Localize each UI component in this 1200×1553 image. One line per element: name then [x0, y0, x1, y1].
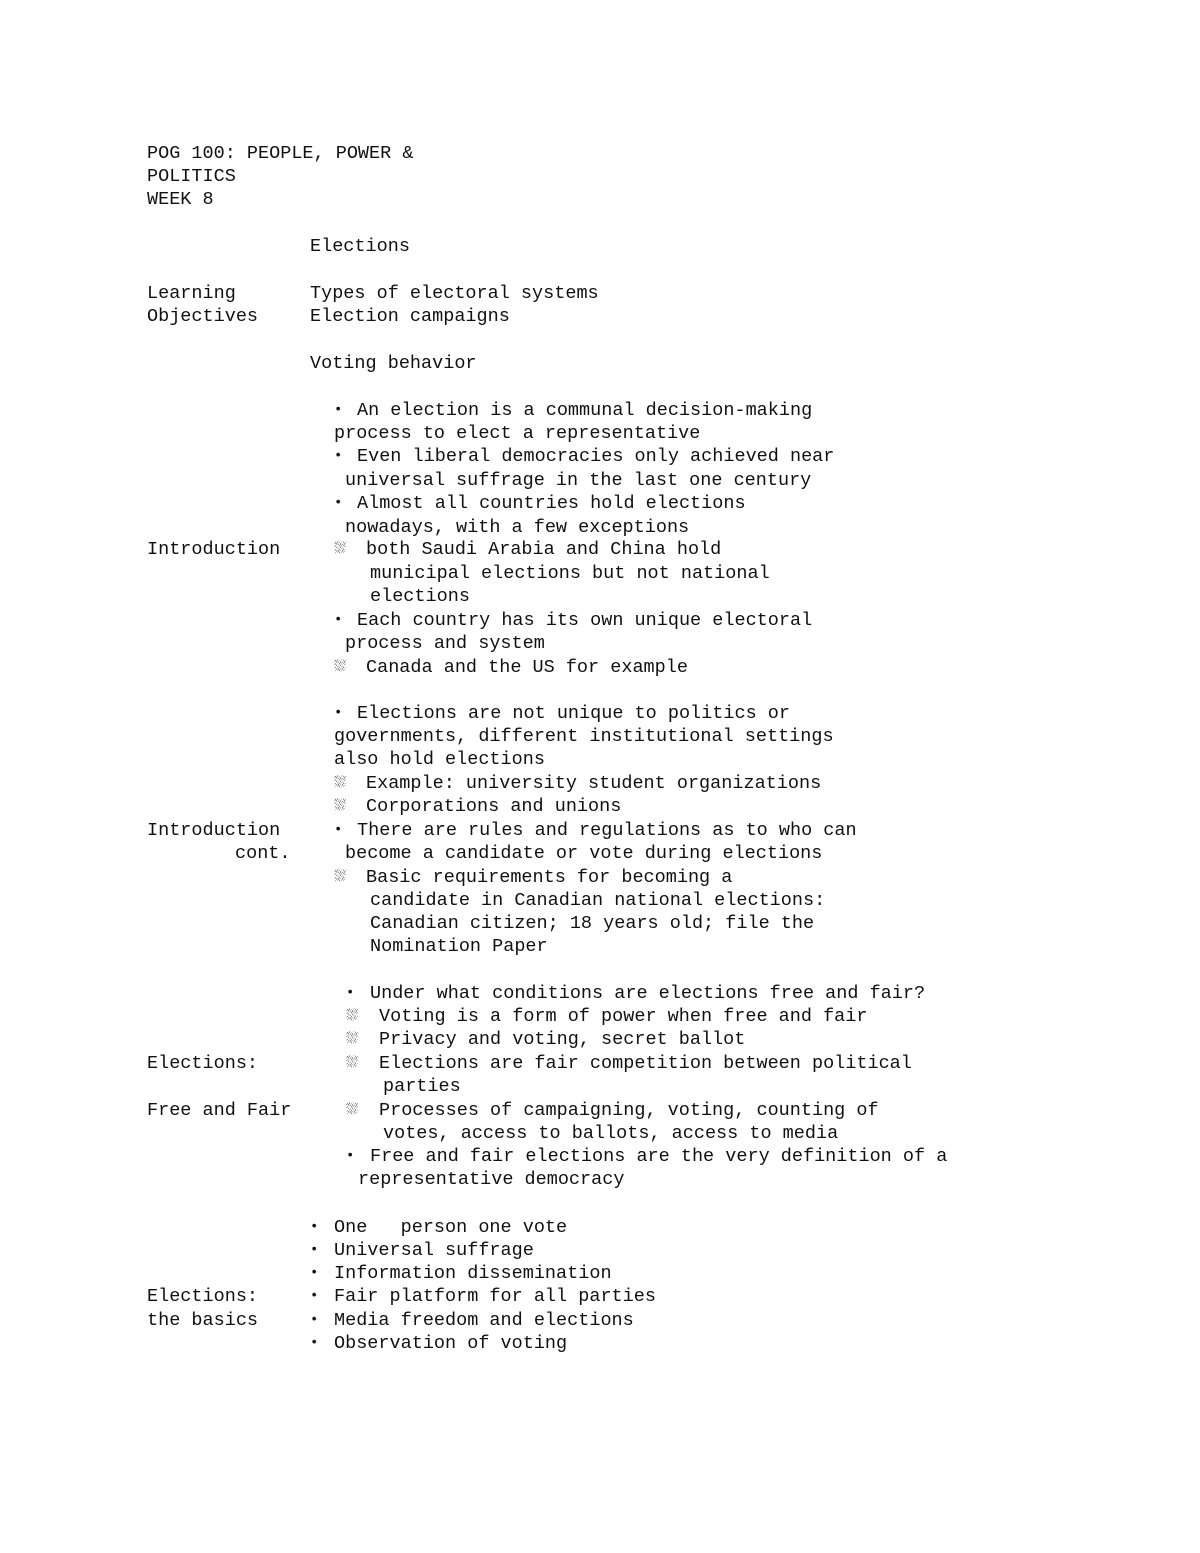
basics-item: Universal suffrage	[334, 1240, 534, 1261]
intro-cont-line: Basic requirements for becoming a	[366, 867, 733, 888]
bullet-icon: •	[334, 448, 343, 464]
arrow-bullet-icon: ⛆	[334, 798, 347, 815]
introduction-label: Introduction	[147, 539, 281, 560]
basics-item: Fair platform for all parties	[334, 1286, 656, 1307]
intro-cont-line: Elections are not unique to politics or	[357, 703, 790, 724]
arrow-bullet-icon: ⛆	[346, 1055, 359, 1072]
week-label: WEEK 8	[147, 189, 214, 210]
intro-cont-line: There are rules and regulations as to who can	[357, 820, 857, 841]
arrow-bullet-icon: ⛆	[334, 869, 347, 886]
intro-line: both Saudi Arabia and China hold	[366, 539, 722, 560]
free-fair-line: Under what conditions are elections free and fair?	[370, 983, 926, 1004]
intro-line: process and system	[345, 633, 545, 654]
intro-cont-line: Canadian citizen; 18 years old; file the	[370, 913, 815, 934]
intro-line: process to elect a representative	[334, 423, 701, 444]
bullet-icon: •	[334, 402, 343, 418]
bullet-icon: •	[334, 612, 343, 628]
bullet-icon: •	[310, 1335, 319, 1351]
intro-cont-line: Corporations and unions	[366, 796, 622, 817]
introduction-cont-label-line2: cont.	[235, 843, 291, 864]
course-title-line2: POLITICS	[147, 166, 236, 187]
free-fair-line: Voting is a form of power when free and fair	[379, 1006, 868, 1027]
learning-objectives-label-line1: Learning	[147, 283, 236, 304]
basics-label-line1: Elections:	[147, 1286, 259, 1307]
arrow-bullet-icon: ⛆	[346, 1031, 359, 1048]
intro-line: nowadays, with a few exceptions	[345, 517, 690, 538]
intro-cont-line: become a candidate or vote during elections	[345, 843, 823, 864]
bullet-icon: •	[310, 1219, 319, 1235]
free-fair-line: Processes of campaigning, voting, counting of	[379, 1100, 879, 1121]
bullet-icon: •	[334, 705, 343, 721]
intro-line: municipal elections but not national	[370, 563, 770, 584]
intro-line: An election is a communal decision-making	[357, 400, 813, 421]
intro-line: Canada and the US for example	[366, 657, 688, 678]
objective-item: Election campaigns	[310, 306, 510, 327]
intro-line: elections	[370, 586, 470, 607]
intro-cont-line: Nomination Paper	[370, 936, 548, 957]
basics-item: Media freedom and elections	[334, 1310, 634, 1331]
bullet-icon: •	[310, 1242, 319, 1258]
intro-line: Almost all countries hold elections	[357, 493, 746, 514]
free-fair-line: Elections are fair competition between political	[379, 1053, 912, 1074]
introduction-cont-label-line1: Introduction	[147, 820, 281, 841]
learning-objectives-label-line2: Objectives	[147, 306, 259, 327]
free-fair-label-line1: Elections:	[147, 1053, 259, 1074]
bullet-icon: •	[310, 1265, 319, 1281]
arrow-bullet-icon: ⛆	[346, 1102, 359, 1119]
arrow-bullet-icon: ⛆	[346, 1008, 359, 1025]
basics-label-line2: the basics	[147, 1310, 259, 1331]
objective-item: Types of electoral systems	[310, 283, 599, 304]
intro-line: universal suffrage in the last one century	[345, 470, 812, 491]
bullet-icon: •	[334, 495, 343, 511]
free-fair-label-line2: Free and Fair	[147, 1100, 292, 1121]
bullet-icon: •	[346, 1148, 355, 1164]
arrow-bullet-icon: ⛆	[334, 659, 347, 676]
intro-cont-line: Example: university student organizations	[366, 773, 822, 794]
intro-line: Even liberal democracies only achieved near	[357, 446, 835, 467]
basics-item: Observation of voting	[334, 1333, 568, 1354]
intro-cont-line: candidate in Canadian national elections:	[370, 890, 826, 911]
bullet-icon: •	[310, 1288, 319, 1304]
bullet-icon: •	[310, 1312, 319, 1328]
objective-item: Voting behavior	[310, 353, 477, 374]
basics-item: One person one vote	[334, 1217, 568, 1238]
free-fair-line: representative democracy	[358, 1169, 625, 1190]
bullet-icon: •	[346, 985, 355, 1001]
free-fair-line: votes, access to ballots, access to media	[383, 1123, 839, 1144]
arrow-bullet-icon: ⛆	[334, 541, 347, 558]
basics-item: Information dissemination	[334, 1263, 612, 1284]
arrow-bullet-icon: ⛆	[334, 775, 347, 792]
intro-cont-line: also hold elections	[334, 749, 545, 770]
intro-line: Each country has its own unique electoral	[357, 610, 813, 631]
free-fair-line: Free and fair elections are the very definition of a	[370, 1146, 948, 1167]
topic-title: Elections	[310, 236, 410, 257]
bullet-icon: •	[334, 822, 343, 838]
intro-cont-line: governments, different institutional settings	[334, 726, 834, 747]
course-title-line1: POG 100: PEOPLE, POWER &	[147, 143, 414, 164]
free-fair-line: parties	[383, 1076, 461, 1097]
free-fair-line: Privacy and voting, secret ballot	[379, 1029, 746, 1050]
